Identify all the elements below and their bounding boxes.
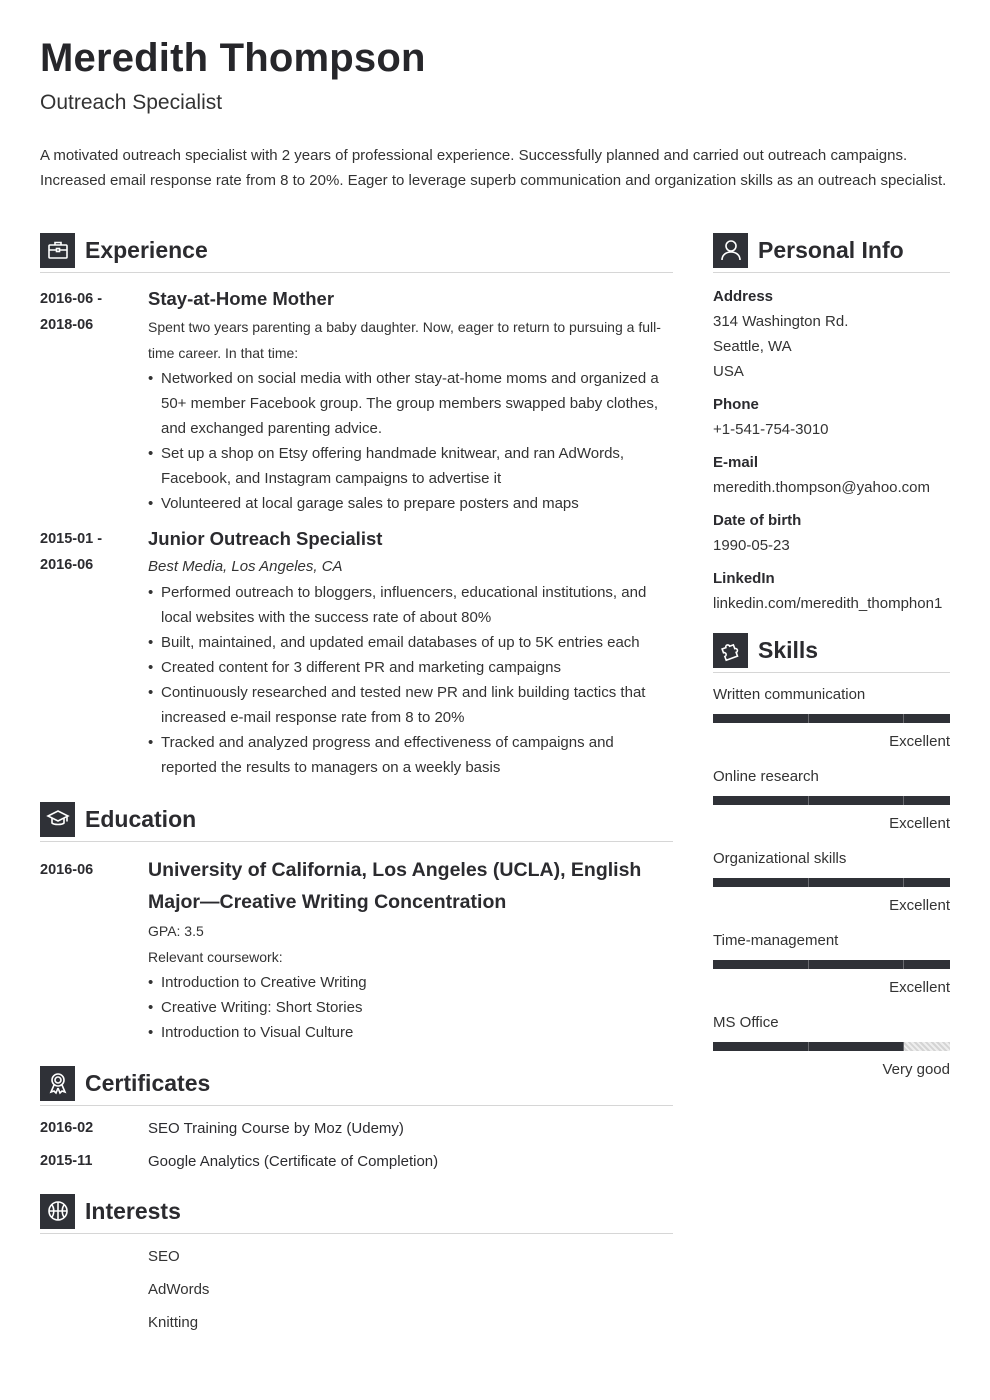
education-entry	[40, 854, 673, 1045]
personal-info-header	[713, 232, 950, 273]
entry-title: University of California, Los Angeles (UCLA), English Major—Creative Writing Concentration	[148, 859, 642, 913]
skill-level: Very good	[882, 1061, 950, 1078]
education-header	[40, 801, 673, 842]
interests-list	[40, 1240, 673, 1339]
gpa: GPA: 3.5	[148, 923, 204, 939]
entry-company: Best Media, Los Angeles, CA	[148, 558, 343, 575]
address-line: Seattle, WA	[713, 338, 792, 355]
skill-bar-divider	[808, 1042, 809, 1051]
education-title: Education	[85, 805, 197, 832]
skills-header	[713, 632, 950, 673]
entry-title: Stay-at-Home Mother	[148, 288, 335, 309]
interests-title: Interests	[85, 1197, 181, 1224]
certificate-item	[40, 1145, 673, 1178]
certificate-date: 2015-11	[40, 1153, 93, 1169]
skill-name: Online research	[713, 768, 819, 785]
skill-name: MS Office	[713, 1014, 779, 1031]
briefcase-icon	[40, 233, 75, 268]
experience-entry	[40, 526, 673, 780]
skill-bar-divider	[808, 960, 809, 969]
certificate-item	[40, 1112, 673, 1145]
skill-bar-fill	[713, 714, 950, 723]
interests-section	[40, 1193, 673, 1339]
person-icon	[713, 233, 748, 268]
skill-item	[713, 764, 950, 836]
skill-bar-fill	[713, 796, 950, 805]
skill-item	[713, 1010, 950, 1082]
address-line: 314 Washington Rd.	[713, 313, 849, 330]
certificates-list	[40, 1112, 673, 1178]
skills-title: Skills	[758, 636, 819, 663]
entry-dates	[40, 526, 148, 780]
bullet-item: • Creative Writing: Short Stories	[148, 995, 673, 1020]
certificates-title: Certificates	[85, 1069, 211, 1096]
skill-bar	[713, 960, 950, 969]
certificate-name: Google Analytics (Certificate of Completion)	[148, 1153, 439, 1170]
bullet-item: • Introduction to Visual Culture	[148, 1020, 673, 1045]
summary: A motivated outreach specialist with 2 years of professional experience. Successfully planned and carried out outreach campaigns. Increased email response rate from 8 to 20%. Eager to leverage superb communication and organization skills as an outreach specialist.	[40, 147, 947, 189]
date-start: 2015-01 -	[40, 531, 103, 547]
sidebar-column	[713, 232, 950, 1082]
bullet-item: • Performed outreach to bloggers, influencers, educational institutions, and local websites with the success rate of about 80%	[148, 580, 673, 630]
phone-value: +1-541-754-3010	[713, 421, 829, 438]
skill-bar	[713, 714, 950, 723]
skill-name: Organizational skills	[713, 850, 847, 867]
entry-description: Spent two years parenting a baby daughter. Now, eager to return to pursuing a full-time career. In that time:	[148, 319, 661, 361]
education-section	[40, 801, 673, 1045]
skill-bar-divider	[903, 1042, 904, 1051]
phone-label: Phone	[713, 396, 759, 413]
certificates-header	[40, 1065, 673, 1106]
bullet-item: • Tracked and analyzed progress and effectiveness of campaigns and reported the results to managers on a weekly basis	[148, 730, 673, 780]
personal-info-title: Personal Info	[758, 236, 904, 263]
skill-item	[713, 682, 950, 754]
coursework-list	[148, 970, 673, 1045]
experience-title: Experience	[85, 236, 208, 263]
skill-level: Excellent	[889, 897, 950, 914]
entry-dates	[40, 286, 148, 516]
skill-bar-divider	[903, 796, 904, 805]
bullet-item: • Set up a shop on Etsy offering handmade knitwear, and ran AdWords, Facebook, and Instagram campaigns to advertise it	[148, 441, 673, 491]
skill-bar	[713, 878, 950, 887]
experience-header	[40, 232, 673, 273]
certificate-name: SEO Training Course by Moz (Udemy)	[148, 1120, 404, 1137]
skill-level: Excellent	[889, 733, 950, 750]
skill-bar-divider	[903, 878, 904, 887]
basketball-icon	[40, 1194, 75, 1229]
skill-bar-divider	[903, 714, 904, 723]
skill-bar	[713, 1042, 950, 1051]
coursework-label: Relevant coursework:	[148, 949, 283, 965]
interest-item: SEO	[148, 1248, 180, 1265]
skill-bar-divider	[808, 796, 809, 805]
certificate-date: 2016-02	[40, 1120, 94, 1136]
bullet-item: • Networked on social media with other stay-at-home moms and organized a 50+ member Facebook group. The group members swapped baby clothes, and exchanged parenting advice.	[148, 366, 673, 441]
experience-section	[40, 232, 673, 780]
entry-date: 2016-06	[40, 862, 94, 878]
dob-label: Date of birth	[713, 512, 802, 529]
puzzle-icon	[713, 633, 748, 668]
bullet-item: • Created content for 3 different PR and marketing campaigns	[148, 655, 673, 680]
candidate-name: Meredith Thompson	[40, 36, 426, 80]
skill-bar-divider	[808, 878, 809, 887]
interest-item: AdWords	[148, 1281, 210, 1298]
skills-section	[713, 632, 950, 1082]
main-column	[40, 232, 673, 1339]
bullet-item: • Built, maintained, and updated email databases of up to 5K entries each	[148, 630, 673, 655]
skill-item	[713, 928, 950, 1000]
bullet-item: • Volunteered at local garage sales to prepare posters and maps	[148, 491, 673, 516]
skill-bar-fill	[713, 878, 950, 887]
skill-level: Excellent	[889, 979, 950, 996]
date-end: 2016-06	[40, 557, 94, 573]
entry-bullets	[148, 366, 673, 516]
interests-header	[40, 1193, 673, 1234]
skill-bar	[713, 796, 950, 805]
bullet-item: • Introduction to Creative Writing	[148, 970, 673, 995]
dob-value: 1990-05-23	[713, 537, 790, 554]
skill-bar-divider	[808, 714, 809, 723]
skill-item	[713, 846, 950, 918]
certificates-section	[40, 1065, 673, 1178]
skill-level: Excellent	[889, 815, 950, 832]
award-ribbon-icon	[40, 1066, 75, 1101]
date-start: 2016-06 -	[40, 291, 103, 307]
experience-entry	[40, 286, 673, 516]
email-label: E-mail	[713, 454, 759, 471]
address-line: USA	[713, 363, 744, 380]
email-value: meredith.thompson@yahoo.com	[713, 479, 931, 496]
interest-item: Knitting	[148, 1314, 199, 1331]
skill-name: Time-management	[713, 932, 839, 949]
skills-list	[713, 682, 950, 1082]
linkedin-value: linkedin.com/meredith_thomphon1	[713, 595, 943, 612]
graduation-cap-icon	[40, 802, 75, 837]
entry-title: Junior Outreach Specialist	[148, 528, 383, 549]
bullet-item: • Continuously researched and tested new PR and link building tactics that increased e-mail response rate from 8 to 20%	[148, 680, 673, 730]
job-title: Outreach Specialist	[40, 91, 223, 114]
skill-bar-divider	[903, 960, 904, 969]
date-end: 2018-06	[40, 317, 94, 333]
address-label: Address	[713, 288, 774, 305]
skill-name: Written communication	[713, 686, 866, 703]
personal-info-section	[713, 232, 950, 616]
linkedin-label: LinkedIn	[713, 570, 775, 587]
entry-bullets	[148, 580, 673, 780]
skill-bar-fill	[713, 960, 950, 969]
